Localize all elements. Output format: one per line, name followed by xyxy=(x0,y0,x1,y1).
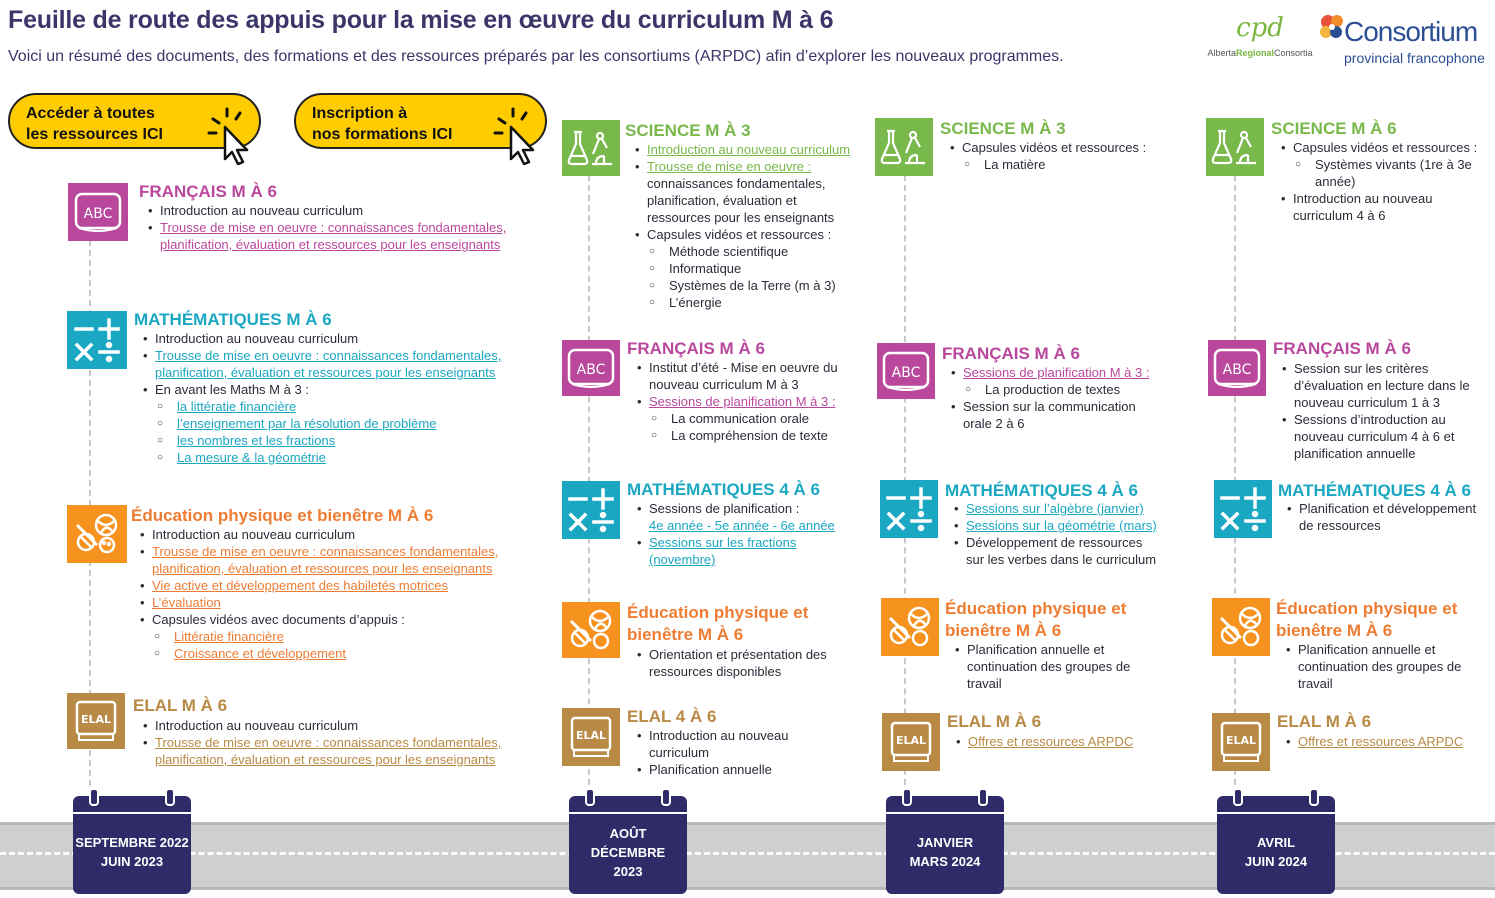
subject-title: MATHÉMATIQUES 4 À 6 xyxy=(945,481,1138,500)
subject-title: ELAL M À 6 xyxy=(947,712,1042,731)
subject-title: SCIENCE M À 3 xyxy=(625,121,751,140)
svg-text:ELAL: ELAL xyxy=(1225,734,1257,747)
period-label: AOÛT DÉCEMBRE 2023 xyxy=(590,825,666,879)
list-item-link[interactable] xyxy=(952,500,1202,517)
geometrie-link[interactable]: Sessions sur la géométrie (mars) xyxy=(966,518,1157,533)
sub-item-link[interactable]: ○ La mesure & la géométrie xyxy=(141,449,561,466)
sub-item: ○ L’énergie xyxy=(633,294,873,311)
sub-item-link[interactable]: ○ Croissance et développement xyxy=(138,645,558,662)
col1-elal-block xyxy=(67,693,547,773)
subject-title: MATHÉMATIQUES M À 6 xyxy=(134,310,332,329)
subject-title: MATHÉMATIQUES 4 À 6 xyxy=(1278,481,1471,500)
sub-item-link[interactable]: ○ Littératie financière xyxy=(138,628,558,645)
list-item-link[interactable] xyxy=(1284,733,1494,750)
list-item-link[interactable] xyxy=(138,594,558,611)
list-item: • Introduction au nouveau curriculum xyxy=(635,727,875,761)
svg-text:ELAL: ELAL xyxy=(80,713,112,726)
cpf-logo-sub: provincial francophone xyxy=(1344,50,1485,66)
list-item: • Introduction au nouveau curriculum xyxy=(141,717,561,734)
calendar-period-2 xyxy=(569,796,687,894)
abc-book-icon xyxy=(562,340,620,396)
cpf-logo[interactable] xyxy=(1318,10,1493,70)
list-item-link[interactable] xyxy=(949,364,1194,381)
svg-text:ELAL: ELAL xyxy=(895,734,927,747)
col4-francais-block xyxy=(1208,340,1493,465)
sports-equipment-icon xyxy=(562,602,620,658)
math-operators-icon xyxy=(880,480,938,538)
abc-book-icon xyxy=(68,183,128,241)
list-item: • Développement de ressources sur les verbes dans le curriculum xyxy=(952,534,1202,568)
abc-book-icon xyxy=(1208,340,1266,396)
col2-francais-block xyxy=(562,340,872,450)
subject-title: Éducation physique et bienêtre M À 6 xyxy=(131,506,434,525)
col1-francais-block xyxy=(68,183,548,253)
calendar-period-4 xyxy=(1217,796,1335,894)
subject-title: Éducation physique et bienêtre M À 6 xyxy=(945,599,1127,640)
list-item-link[interactable] xyxy=(954,733,1199,750)
elal-book-icon xyxy=(882,713,940,771)
subject-title: MATHÉMATIQUES 4 À 6 xyxy=(627,480,820,499)
list-item: • Sessions de planification : xyxy=(635,500,875,517)
intro-link[interactable]: Introduction au nouveau curriculum xyxy=(647,142,851,157)
col2-maths-block xyxy=(562,481,872,571)
list-item: • Orientation et présentation des ressources disponibles xyxy=(635,646,875,680)
list-item-link[interactable] xyxy=(633,141,873,158)
sub-item: ○ La compréhension de texte xyxy=(635,427,875,444)
list-item: • Introduction au nouveau curriculum 4 à 6 xyxy=(1279,190,1494,224)
subject-title: Éducation physique et bienêtre M À 6 xyxy=(1276,599,1458,640)
svg-text:ABC: ABC xyxy=(576,362,606,378)
calendar-ring xyxy=(89,788,99,806)
arpdc-logo[interactable] xyxy=(1205,8,1315,70)
calendar-ring xyxy=(165,788,175,806)
col3-edphys-block xyxy=(881,598,1201,693)
list-item: • Planification annuelle xyxy=(635,761,875,778)
col1-edphys-block xyxy=(67,505,547,665)
page-subtitle: Voici un résumé des documents, des formations et des ressources préparés par les consortiums (ARPDC) afin d’explorer les nouveaux programmes. xyxy=(8,48,1064,65)
list-item-link[interactable] xyxy=(138,543,558,577)
sub-item: ○ La production de textes xyxy=(949,381,1194,398)
lab-flask-microscope-icon xyxy=(562,120,620,176)
sub-item: ○ Systèmes de la Terre (m à 3) xyxy=(633,277,873,294)
list-item-link[interactable] xyxy=(141,734,561,768)
col4-elal-block xyxy=(1212,713,1492,773)
elal-book-icon xyxy=(562,708,620,766)
trousse-link[interactable]: Trousse de mise en oeuvre : connaissances fondamentales, planification, évaluation et ressources pour les enseignants xyxy=(155,735,502,767)
col3-science-block xyxy=(875,118,1195,178)
period-label: SEPTEMBRE 2022 JUIN 2023 xyxy=(75,835,189,869)
list-item: • Capsules vidéos et ressources : xyxy=(633,226,873,243)
elal-book-icon xyxy=(1212,713,1270,771)
calendar-period-1 xyxy=(73,796,191,894)
sub-item-link[interactable]: ○ l’enseignement par la résolution de problème xyxy=(141,415,561,432)
grade-links[interactable]: 4e année - 5e année - 6e année xyxy=(649,518,835,533)
list-item-link[interactable] xyxy=(141,347,561,381)
vie-active-link[interactable]: Vie active et développement des habiletés motrices xyxy=(152,578,449,593)
subject-title: ELAL M À 6 xyxy=(133,696,228,715)
col2-science-block xyxy=(562,120,872,310)
col2-edphys-block xyxy=(562,602,872,682)
offres-link[interactable]: Offres et ressources ARPDC xyxy=(968,734,1134,749)
calendar-ring xyxy=(661,788,671,806)
list-item-link[interactable] xyxy=(635,534,875,568)
calendar-ring xyxy=(902,788,912,806)
sub-item: ○ Systèmes vivants (1re à 3e année) xyxy=(1279,156,1494,190)
list-item: • Planification annuelle et continuation des groupes de travail xyxy=(953,641,1198,692)
calendar-ring xyxy=(1233,788,1243,806)
algebre-link[interactable]: Sessions sur l’algèbre (janvier) xyxy=(966,501,1144,516)
evaluation-link[interactable]: L’évaluation xyxy=(152,595,221,610)
subject-title: FRANÇAIS M À 6 xyxy=(627,339,765,358)
list-item: • Introduction au nouveau curriculum xyxy=(138,526,558,543)
subject-title: ELAL 4 À 6 xyxy=(627,707,717,726)
abc-book-icon xyxy=(877,343,935,399)
subject-title: Éducation physique et bienêtre M À 6 xyxy=(627,603,809,644)
sub-item: ○ La matière xyxy=(948,156,1188,173)
arc-logo-text: AlbertaRegionalConsortia xyxy=(1207,48,1313,58)
subject-title: SCIENCE M À 3 xyxy=(940,119,1066,138)
subject-title: FRANÇAIS M À 6 xyxy=(1273,339,1411,358)
period-label: JANVIER MARS 2024 xyxy=(909,835,981,869)
list-item-link[interactable] xyxy=(633,158,873,175)
sub-item-link[interactable]: ○ la littératie financière xyxy=(141,398,561,415)
math-operators-icon xyxy=(1214,480,1272,538)
subject-title: SCIENCE M À 6 xyxy=(1271,119,1397,138)
col4-science-block xyxy=(1206,118,1491,228)
calendar-ring xyxy=(585,788,595,806)
sub-item-link[interactable]: ○ les nombres et les fractions xyxy=(141,432,561,449)
svg-text:ABC: ABC xyxy=(83,206,113,222)
cpf-logo-main: Consortium xyxy=(1344,16,1478,47)
access-resources-button[interactable] xyxy=(8,93,261,149)
list-item-link[interactable] xyxy=(146,219,546,253)
lab-flask-microscope-icon xyxy=(875,118,933,176)
list-item-continued: connaissances fondamentales, planification, évaluation et ressources pour les enseignants xyxy=(647,176,835,225)
subject-title: ELAL M À 6 xyxy=(1277,712,1372,731)
elal-book-icon xyxy=(67,693,125,749)
list-item: • Session sur les critères d’évaluation en lecture dans le nouveau curriculum 1 à 3 xyxy=(1280,360,1495,411)
sports-equipment-icon xyxy=(881,598,939,656)
col3-francais-block xyxy=(877,343,1197,438)
calendar-ring xyxy=(1309,788,1319,806)
arc-logo-mark: cpd xyxy=(1236,13,1284,43)
col3-maths-block xyxy=(880,480,1200,575)
planification-link[interactable]: Sessions de planification M à 3 : xyxy=(963,365,1150,380)
cursor-click-icon xyxy=(207,107,253,165)
subject-title: FRANÇAIS M À 6 xyxy=(139,182,277,201)
list-item: • Sessions d’introduction au nouveau curriculum 4 à 6 et planification annuelle xyxy=(1280,411,1495,462)
list-item: • En avant les Maths M à 3 : xyxy=(141,381,561,398)
col1-maths-block xyxy=(67,311,547,471)
list-item: • Institut d’été - Mise en oeuvre du nouveau curriculum M à 3 xyxy=(635,359,875,393)
svg-text:ABC: ABC xyxy=(1222,362,1252,378)
math-operators-icon xyxy=(562,481,620,539)
list-item: • Capsules vidéos et ressources : xyxy=(948,139,1188,156)
col2-elal-block xyxy=(562,708,872,783)
list-item: • Planification et développement de ressources xyxy=(1285,500,1495,534)
planification-link[interactable]: Sessions de planification M à 3 : xyxy=(649,394,836,409)
trousse-link[interactable]: Trousse de mise en oeuvre : connaissances fondamentales, planification, évaluation et ressources pour les enseignants xyxy=(152,544,499,576)
svg-text:ELAL: ELAL xyxy=(575,729,607,742)
list-item: • Session sur la communication orale 2 à 6 xyxy=(949,398,1194,432)
calendar-period-3 xyxy=(886,796,1004,894)
list-item: • Planification annuelle et continuation des groupes de travail xyxy=(1284,641,1494,692)
fractions-link[interactable]: Sessions sur les fractions (novembre) xyxy=(649,535,797,567)
math-operators-icon xyxy=(67,311,127,369)
sports-equipment-icon xyxy=(67,505,127,563)
col4-maths-block xyxy=(1214,480,1494,550)
list-item-link[interactable] xyxy=(138,577,558,594)
access-resources-label: Accéder à toutes les ressources ICI xyxy=(26,105,163,143)
col4-edphys-block xyxy=(1212,598,1492,693)
register-trainings-button[interactable] xyxy=(294,93,547,149)
trousse-link[interactable]: Trousse de mise en oeuvre : connaissances fondamentales, planification, évaluation et ressources pour les enseignants xyxy=(155,348,502,380)
col3-elal-block xyxy=(882,713,1202,773)
cursor-click-icon xyxy=(493,107,539,165)
sub-item: ○ Informatique xyxy=(633,260,873,277)
svg-text:ABC: ABC xyxy=(891,365,921,381)
page-title: Feuille de route des appuis pour la mise en œuvre du curriculum M à 6 xyxy=(8,6,834,34)
list-item-link[interactable] xyxy=(635,393,875,410)
list-item: • Introduction au nouveau curriculum xyxy=(146,202,546,219)
sub-item: ○ Méthode scientifique xyxy=(633,243,873,260)
list-item: • Capsules vidéos et ressources : xyxy=(1279,139,1494,156)
register-trainings-label: Inscription à nos formations ICI xyxy=(312,105,453,143)
sports-equipment-icon xyxy=(1212,598,1270,656)
offres-link[interactable]: Offres et ressources ARPDC xyxy=(1298,734,1464,749)
period-label: AVRIL JUIN 2024 xyxy=(1244,835,1308,869)
list-item: • Capsules vidéos avec documents d’appuis : xyxy=(138,611,558,628)
lab-flask-microscope-icon xyxy=(1206,118,1264,176)
list-item-link[interactable] xyxy=(952,517,1202,534)
list-item: • Introduction au nouveau curriculum xyxy=(141,330,561,347)
sub-item: ○ La communication orale xyxy=(635,410,875,427)
trousse-link[interactable]: Trousse de mise en oeuvre : xyxy=(647,159,812,174)
calendar-ring xyxy=(978,788,988,806)
subject-title: FRANÇAIS M À 6 xyxy=(942,344,1080,363)
trousse-link[interactable]: Trousse de mise en oeuvre : connaissances fondamentales, planification, évaluation et ressources pour les enseignants xyxy=(160,220,507,252)
